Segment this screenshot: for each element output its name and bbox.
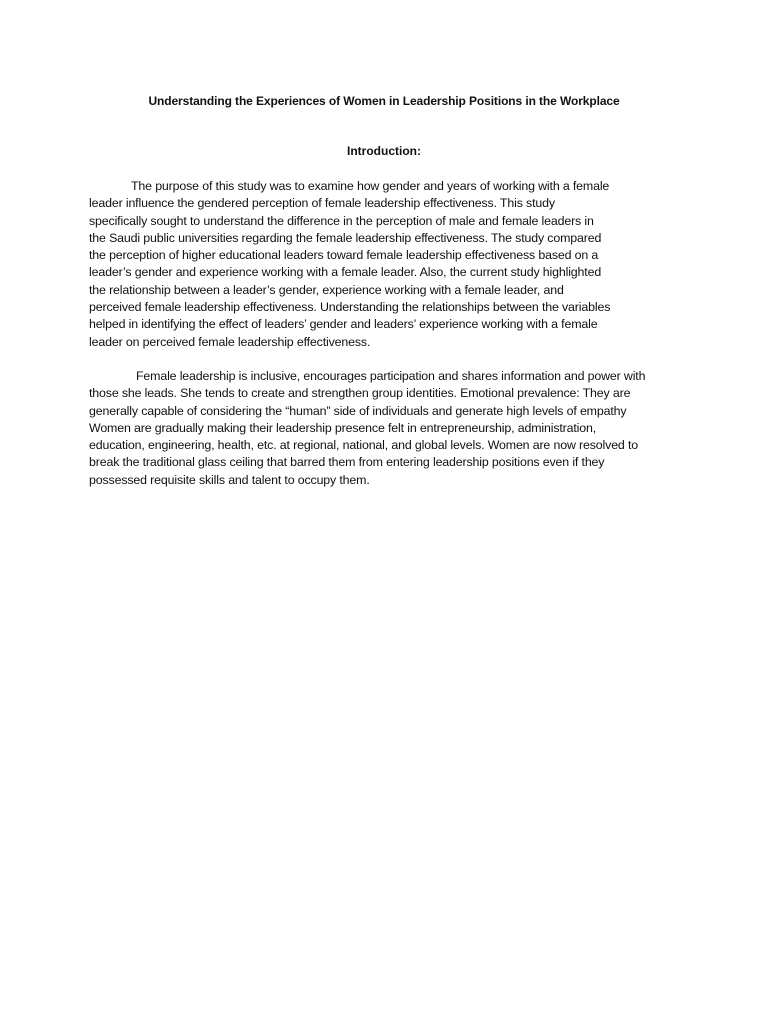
paragraph-line: those she leads. She tends to create and strengthen group identities. Emotional prevalence: They are — [89, 386, 631, 401]
paragraph-line: the perception of higher educational leaders toward female leadership effectiveness based on a — [89, 248, 599, 263]
paragraph-line: generally capable of considering the “human” side of individuals and generate high levels of empathy — [89, 403, 627, 418]
paragraph-line: leader’s gender and experience working with a female leader. Also, the current study highlighted — [89, 265, 602, 280]
paragraph-line: possessed requisite skills and talent to occupy them. — [89, 472, 370, 487]
paragraph-purpose — [89, 178, 689, 351]
paragraph-female-leadership — [89, 368, 689, 489]
paragraph-line: Women are gradually making their leadership presence felt in entrepreneurship, administration, — [89, 420, 597, 435]
paragraph-line: The purpose of this study was to examine how gender and years of working with a female — [131, 179, 610, 193]
paragraph-line: perceived female leadership effectiveness. Understanding the relationships between the variables — [89, 300, 611, 315]
document-title: Understanding the Experiences of Women in Leadership Positions in the Workplace — [148, 94, 620, 108]
paragraph-line: break the traditional glass ceiling that barred them from entering leadership positions even if they — [89, 455, 605, 470]
paragraph-line: Female leadership is inclusive, encourages participation and shares information and power with — [136, 369, 646, 383]
paragraph-line: specifically sought to understand the difference in the perception of male and female leaders in — [89, 213, 594, 228]
paragraph-line: the relationship between a leader’s gender, experience working with a female leader, and — [89, 282, 564, 297]
paragraph-line: the Saudi public universities regarding the female leadership effectiveness. The study compared — [89, 230, 602, 245]
paragraph-line: leader influence the gendered perception of female leadership effectiveness. This study — [89, 196, 555, 211]
section-heading-introduction: Introduction: — [347, 144, 421, 158]
paragraph-line: leader on perceived female leadership effectiveness. — [89, 334, 371, 349]
paragraph-line: education, engineering, health, etc. at regional, national, and global levels. Women are now resolved to — [89, 438, 638, 453]
paragraph-line: helped in identifying the effect of leaders’ gender and leaders’ experience working with a female — [89, 317, 598, 332]
